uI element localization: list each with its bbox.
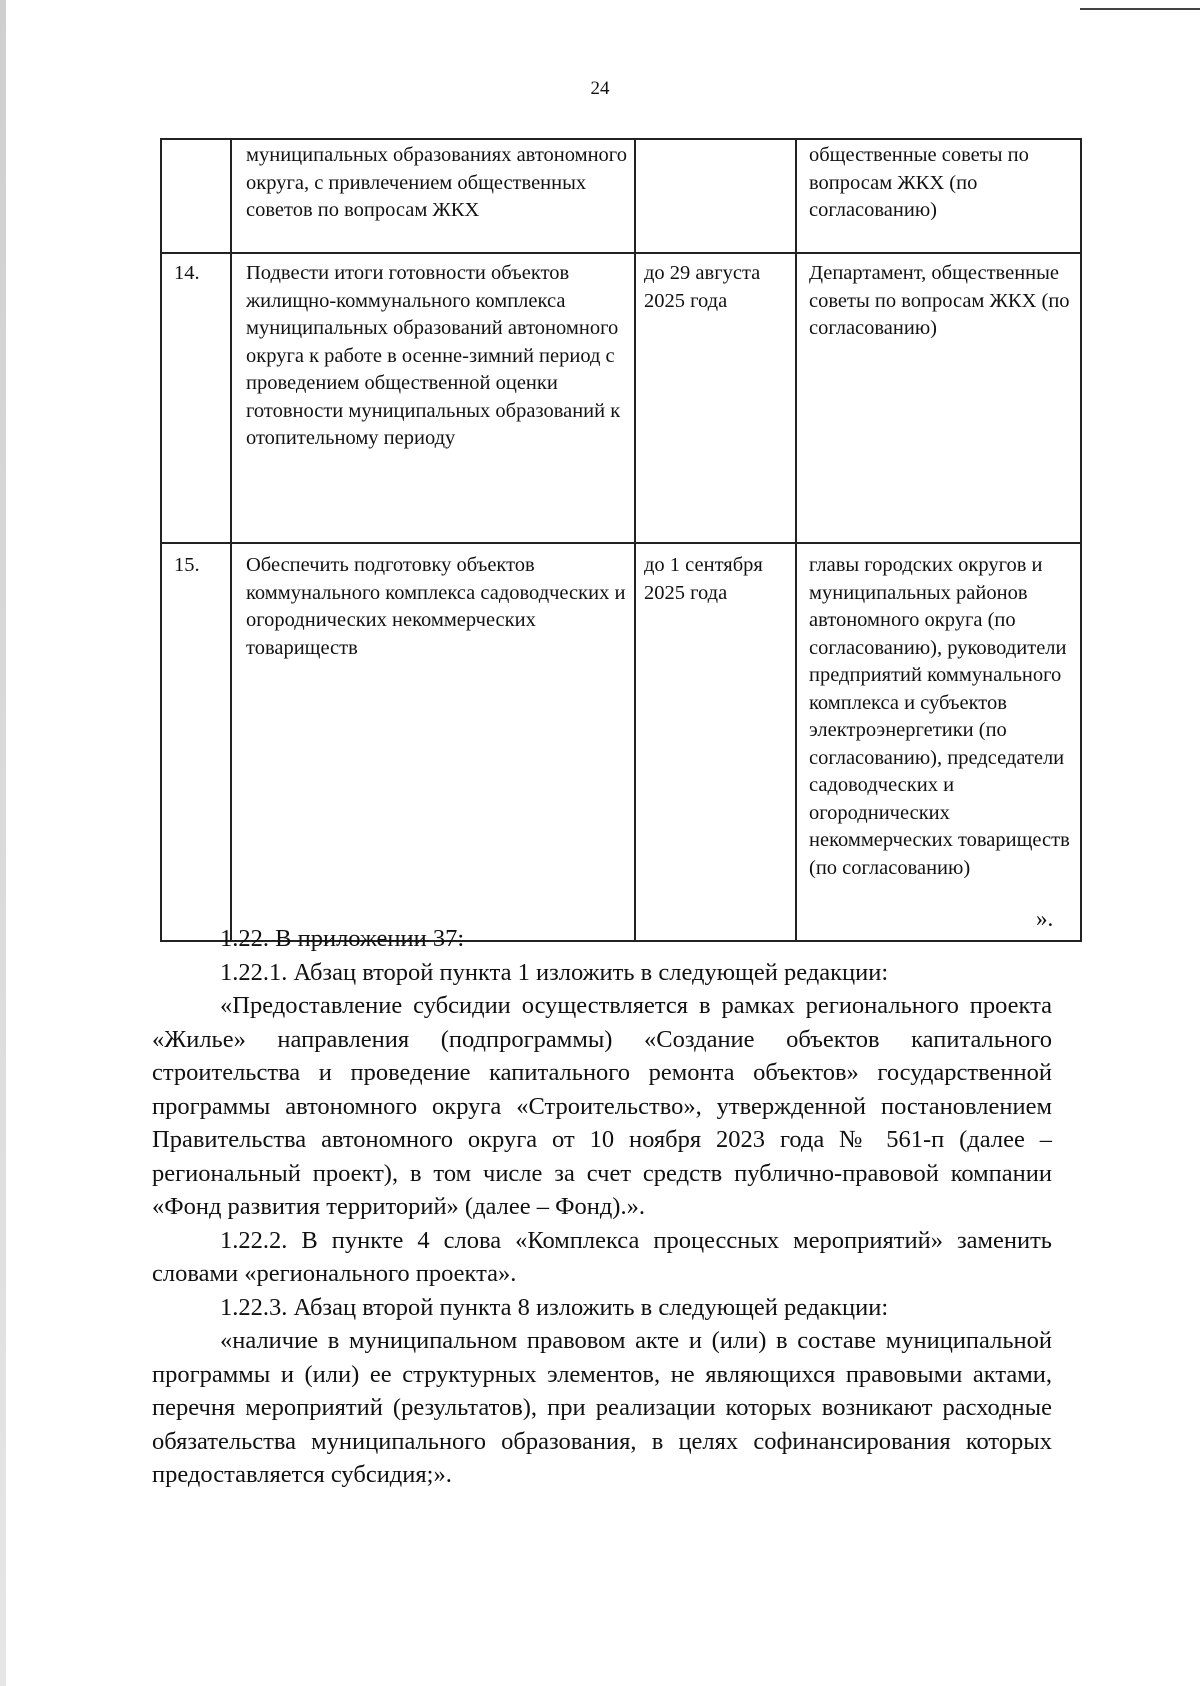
- task-cell: Обеспечить подготовку объектов коммунального комплекса садоводческих и огороднических некоммерческих товариществ: [231, 543, 635, 941]
- table-row: [161, 253, 1081, 543]
- task-cell: муниципальных образованиях автономного округа, с привлечением общественных советов по вопросам ЖКХ: [231, 139, 635, 253]
- plan-table: [160, 138, 1082, 942]
- paragraph-1-22-1: 1.22.1. Абзац второй пункта 1 изложить в следующей редакции:: [220, 958, 889, 986]
- row-number-cell: 14.: [161, 253, 231, 543]
- scan-corner-mark: [1080, 8, 1200, 10]
- task-cell: Подвести итоги готовности объектов жилищно-коммунального комплекса муниципальных образований автономного округа к работе в осенне-зимний период с проведением общественной оценки готовности муниципальных образований к отопительному периоду: [231, 253, 635, 543]
- body-text: [152, 922, 1052, 1492]
- scan-edge: [0, 0, 6, 1686]
- paragraph-quote-municipal: «наличие в муниципальном правовом акте и (или) в составе муниципальной программы и (или) ее структурных элементов, не являющихся правовыми актами, перечня мероприятий (результатов), при реализации которых возникают расходные обязательства муниципального образования, в целях софинансирования которых предоставляется субсидия;».: [152, 1327, 1052, 1488]
- paragraph-quote-subsidy: «Предоставление субсидии осуществляется в рамках регионального проекта «Жилье» направления (подпрограммы) «Создание объектов капитального строительства и проведение капитального ремонта объектов» государственной программы автономного округа «Строительство», утвержденной постановлением Правительства автономного округа от 10 ноября 2023 года № 561-п (далее – региональный проект), в том числе за счет средств публично-правовой компании «Фонд развития территорий» (далее – Фонд).».: [152, 992, 1052, 1220]
- page-number: 24: [590, 78, 610, 99]
- paragraph-1-22: 1.22. В приложении 37:: [220, 925, 465, 952]
- responsible-cell: Департамент, общественные советы по вопросам ЖКХ (по согласованию): [796, 253, 1081, 543]
- responsible-cell: главы городских округов и муниципальных районов автономного округа (по согласованию), руководители предприятий коммунального комплекса и субъектов электроэнергетики (по согласованию), председатели садоводческих и огороднических некоммерческих товариществ (по согласованию): [796, 543, 1081, 941]
- paragraph-1-22-2: 1.22.2. В пункте 4 слова «Комплекса процессных мероприятий» заменить словами «регионального проекта».: [152, 1226, 1052, 1287]
- deadline-cell: [635, 139, 796, 253]
- deadline-cell: до 1 сентября 2025 года: [635, 543, 796, 941]
- deadline-cell: до 29 августа 2025 года: [635, 253, 796, 543]
- row-number-cell: 15.: [161, 543, 231, 941]
- table-row: [161, 543, 1081, 941]
- responsible-cell: общественные советы по вопросам ЖКХ (по согласованию): [796, 139, 1081, 253]
- table-closing-quote: ».: [1036, 906, 1054, 931]
- paragraph-1-22-3: 1.22.3. Абзац второй пункта 8 изложить в следующей редакции:: [220, 1293, 889, 1321]
- row-number-cell: [161, 139, 231, 253]
- table-row: [161, 139, 1081, 253]
